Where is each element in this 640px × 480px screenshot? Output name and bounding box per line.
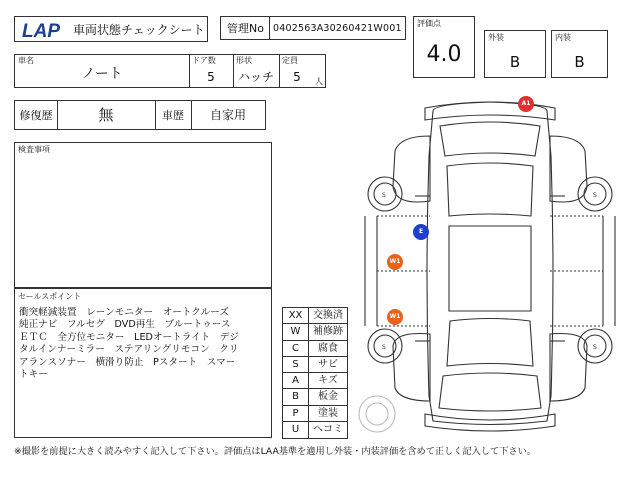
name-label: 車名: [18, 56, 34, 65]
legend-row: [283, 389, 347, 405]
interior-value: B: [574, 53, 585, 71]
legend-row: [283, 357, 347, 373]
score-label: 評価点: [417, 19, 441, 28]
legend-meaning: ヘコミ: [313, 423, 343, 435]
legend-code: B: [283, 389, 309, 404]
selling-point-line: 衝突軽減装置 レーンモニター オートクルーズ: [19, 307, 229, 318]
legend-code: XX: [283, 308, 309, 323]
legend-code: W: [283, 324, 309, 339]
legend-meaning: 腐食: [318, 342, 338, 354]
legend-code: S: [283, 357, 309, 372]
name-value: ノート: [81, 66, 123, 82]
legend-row: [283, 406, 347, 422]
legend-code: A: [283, 373, 309, 388]
management-no-box: [220, 16, 406, 40]
selling-points-box: [14, 288, 272, 438]
inspection-box: [14, 142, 272, 288]
history-box: [14, 100, 266, 130]
doors-label: ドア数: [192, 56, 216, 65]
damage-legend-table: [282, 307, 348, 439]
score-value: 4.0: [426, 42, 462, 67]
legend-code: U: [283, 422, 309, 438]
damage-mark-a1: A1: [518, 96, 534, 112]
selling-point-line: アランスソナー 横滑り防止 Pスタート スマー: [19, 356, 236, 368]
damage-mark-e: E: [413, 224, 429, 240]
management-no-label: 管理No: [227, 22, 264, 35]
legend-code: C: [283, 341, 309, 356]
legend-row: [283, 341, 347, 357]
interior-box: [551, 30, 608, 78]
management-no-value: 0402563A30260421W001: [273, 23, 402, 34]
exterior-box: [484, 30, 546, 78]
score-box: [413, 16, 475, 78]
sheet-title: 車両状態チェックシート: [73, 23, 205, 37]
logo-title-box: [14, 16, 208, 42]
lap-logo-text: LAP: [22, 21, 60, 40]
doors-value: 5: [207, 70, 215, 84]
legend-row: [283, 422, 347, 438]
legend-row: [283, 324, 347, 340]
legend-meaning: 交換済: [313, 310, 343, 321]
legend-meaning: 板金: [318, 391, 338, 403]
legend-meaning: 塗装: [318, 407, 338, 419]
legend-row: [283, 373, 347, 389]
repair-value: 無: [98, 106, 114, 124]
legend-meaning: キズ: [318, 375, 338, 386]
wheel-label: S: [593, 344, 597, 351]
vehicle-type-value: 自家用: [209, 108, 246, 122]
shape-value: ハッチ: [237, 70, 274, 84]
lap-logo: [21, 20, 71, 40]
capacity-label: 定員: [282, 56, 298, 65]
selling-points-label: セールスポイント: [18, 292, 82, 301]
vehicle-info-box: [14, 54, 326, 88]
inspection-label: 検査事項: [18, 145, 50, 154]
capacity-unit: 人: [315, 77, 323, 86]
interior-label: 内装: [555, 33, 571, 42]
damage-mark-w1: W1: [387, 254, 403, 270]
wheel-label: S: [382, 192, 386, 199]
wheel-label: S: [382, 344, 386, 351]
selling-point-line: トキー: [19, 369, 48, 381]
capacity-value: 5: [293, 70, 301, 84]
legend-code: P: [283, 406, 309, 421]
damage-mark-w1: W1: [387, 309, 403, 325]
legend-row: [283, 308, 347, 324]
wheel-label: S: [593, 192, 597, 199]
exterior-label: 外装: [488, 33, 504, 42]
legend-meaning: 補修跡: [313, 326, 343, 338]
selling-point-line: タルインナーミラー ステアリングリモコン クリ: [19, 344, 239, 356]
divider: [269, 17, 270, 39]
selling-point-line: ＥＴＣ 全方位モニター LEDオートライト デジ: [19, 331, 239, 343]
footer-note: ※撮影を前提に大きく読みやすく記入して下さい。評価点はLAA基準を適用し外装・内装評価を含めて正しく記入して下さい。: [14, 446, 536, 457]
selling-point-line: 純正ナビ フルセグ DVD再生 ブルートゥース: [19, 319, 231, 331]
repair-label: 修復歴: [19, 109, 53, 122]
car-damage-diagram: [355, 96, 625, 436]
vehicle-type-label: 車歴: [162, 109, 184, 122]
selling-points-text: [19, 307, 269, 381]
legend-meaning: サビ: [318, 358, 338, 370]
exterior-value: B: [509, 53, 521, 71]
shape-label: 形状: [236, 56, 252, 65]
